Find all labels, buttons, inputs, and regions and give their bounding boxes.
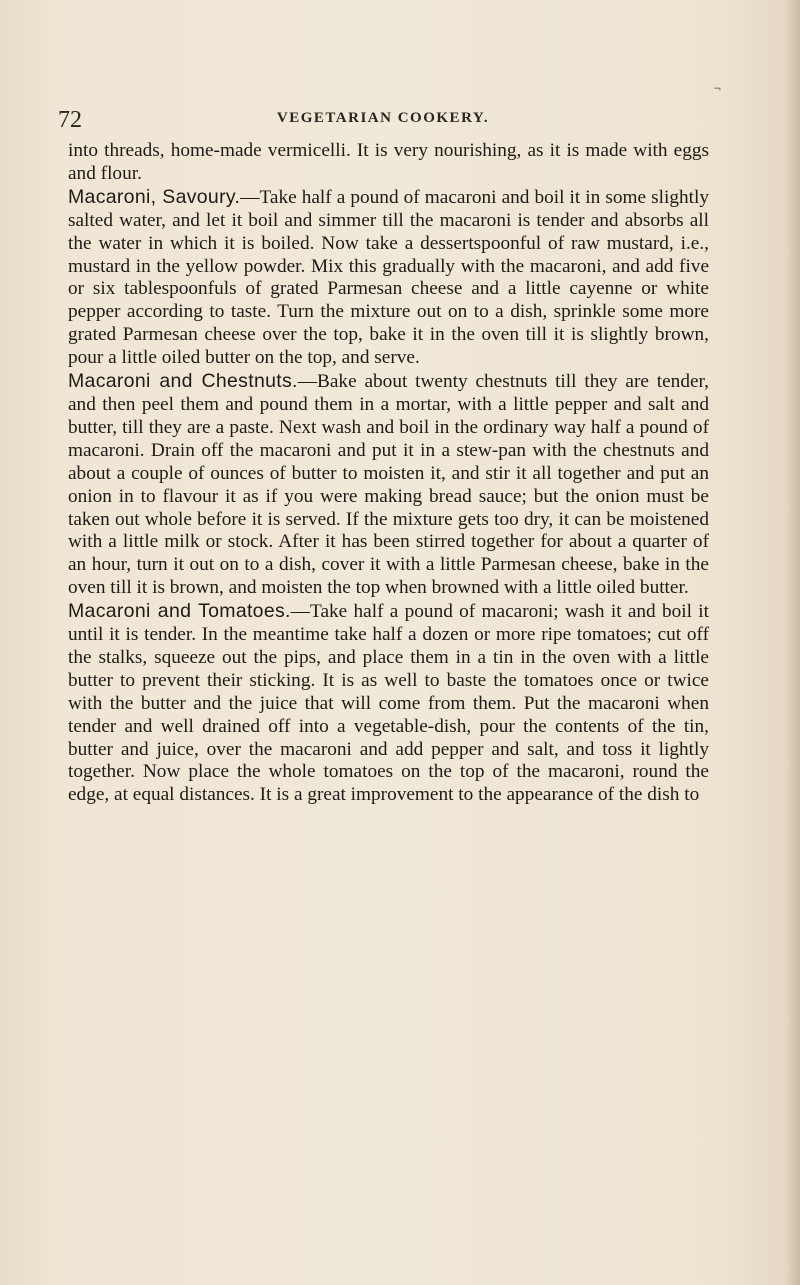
recipe-title: Macaroni and Chestnuts.: [68, 370, 298, 393]
body-text: [68, 140, 709, 807]
recipe-title: Macaroni and Tomatoes.: [68, 600, 291, 623]
recipe-macaroni-savoury: [68, 186, 709, 370]
opening-paragraph: into threads, home-made vermicelli. It is very nourishing, as it is made with eggs and flour.: [68, 140, 709, 184]
recipe-macaroni-chestnuts: [68, 370, 709, 600]
recipe-text: —Take half a pound of macaroni and boil it in some slightly salted water, and let it boil and simmer till the macaroni is tender and absorbs all the water in which it is boiled. Now take a dessertspoonful of raw mustard, i.e., mustard in the yellow powder. Mix this gradually with the macaroni, and add five or six tablespoonfuls of grated Parmesan cheese and a little cayenne or white pepper according to taste. Turn the mixture out on to a dish, sprinkle some more grated Parmesan cheese over the top, bake it in the oven till it is slightly brown, pour a little oiled butter on the top, and serve.: [68, 186, 709, 369]
recipe-title: Macaroni, Savoury.: [68, 185, 241, 208]
recipe-text: —Bake about twenty chestnuts till they are tender, and then peel them and pound them in a mortar, with a little pepper and salt and butter, till they are a paste. Next wash and boil in the ordinary way half a pound of macaroni. Drain off the macaroni and put it in a stew-pan with the chestnuts and about a couple of ounces of butter to moisten it, and stir it all together and put an onion in to flavour it as if you were making bread sauce; but the onion must be taken out whole before it is served. If the mixture gets too dry, it can be moistened with a little milk or stock. After it has been stirred together for about a quarter of an hour, turn it out on to a dish, cover it with a little Parmesan cheese, bake in the oven till it is brown, and moisten the top when browned with a little oiled butter.: [68, 371, 709, 599]
running-head: VEGETARIAN COOKERY.: [276, 110, 490, 126]
page-header: [58, 107, 708, 133]
page-number: 72: [58, 107, 82, 133]
recipe-macaroni-tomatoes: [68, 600, 709, 807]
page-edge-shadow: [786, 0, 800, 1285]
recipe-text: —Take half a pound of macaroni; wash it and boil it until it is tender. In the meantime take half a dozen or more ripe tomatoes; cut off the stalks, squeeze out the pips, and place them in a tin in the oven with a little butter to prevent their sticking. It is as well to baste the tomatoes once or twice with the butter and the juice that will come from them. Put the macaroni when tender and well drained off into a vegetable-dish, pour the contents of the tin, butter and juice, over the macaroni and add pepper and salt, and toss it lightly together. Now place the whole tomatoes on the top of the macaroni, round the edge, at equal distances. It is a great improvement to the appearance of the dish to: [68, 601, 710, 806]
corner-mark: ¬: [713, 84, 722, 95]
